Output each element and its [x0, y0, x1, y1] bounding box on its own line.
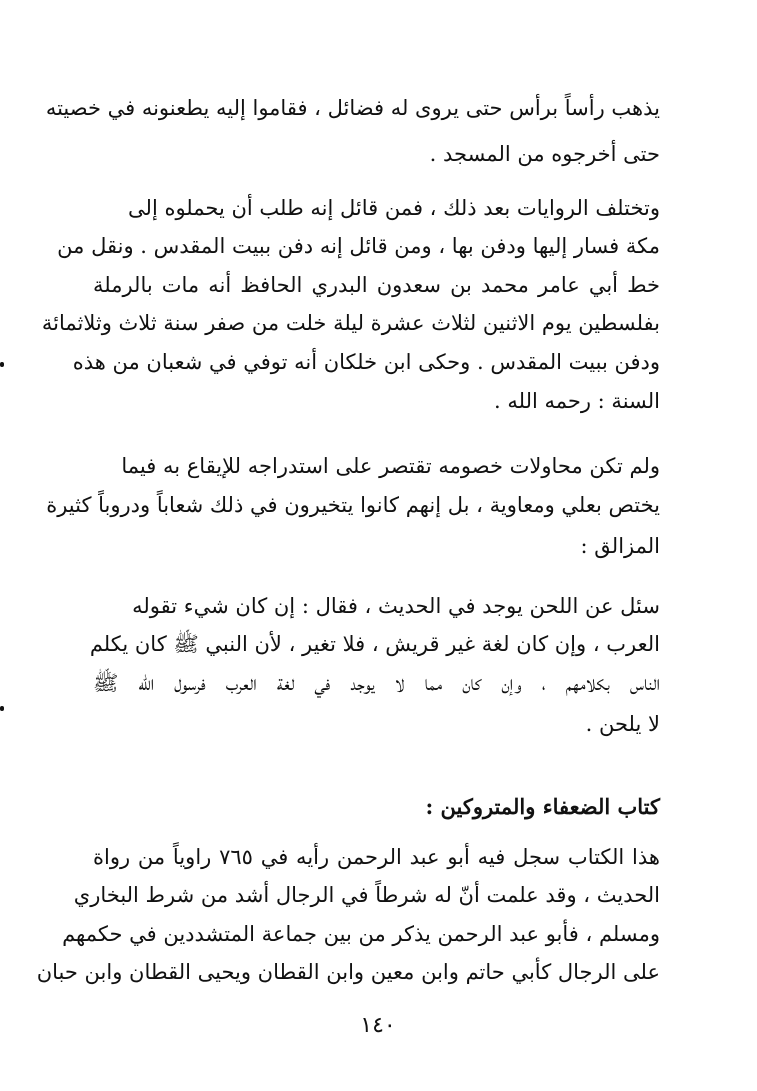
text-line: وتختلف الروايات بعد ذلك ، فمن قائل إنه طلب أن يحملوه إلى: [128, 196, 660, 220]
text-line: ومسلم ، فأبو عبد الرحمن يذكر من بين جماعة المتشددين في حكمهم: [62, 922, 660, 946]
text-line: هذا الكتاب سجل فيه أبو عبد الرحمن رأيه في ٧٦٥ راوياً من رواة: [93, 845, 660, 869]
text-line: يختص بعلي ومعاوية ، بل إنهم كانوا يتخيرون في ذلك شعاباً ودروباً كثيرة: [46, 493, 660, 517]
text-line: يذهب رأساً برأس حتى يروى له فضائل ، فقاموا إليه يطعنونه في خصيته: [45, 96, 660, 120]
text-line: المزالق :: [580, 534, 660, 558]
text-line: السنة : رحمه الله .: [494, 389, 660, 413]
scan-speck: [0, 706, 4, 711]
section-heading: كتاب الضعفاء والمتروكين :: [425, 794, 660, 819]
text-line: بفلسطين يوم الاثنين لثلاث عشرة ليلة خلت من صفر سنة ثلاث وثلاثمائة: [41, 311, 660, 335]
text-line: ودفن ببيت المقدس . وحكى ابن خلكان أنه توفي في شعبان من هذه: [72, 350, 660, 374]
scan-speck: [0, 362, 4, 367]
text-line: حتى أخرجوه من المسجد .: [429, 142, 660, 166]
text-line: خط أبي عامر محمد بن سعدون البدري الحافظ أنه مات بالرملة: [93, 273, 660, 297]
text-line: على الرجال كأبي حاتم وابن معين وابن القطان ويحيى القطان وابن حبان: [36, 960, 660, 984]
text-line: الحديث ، وقد علمت أنّ له شرطاً في الرجال أشد من شرط البخاري: [73, 883, 660, 907]
page-number: ١٤٠: [360, 1013, 396, 1038]
text-line: ولم تكن محاولات خصومه تقتصر على استدراجه للإيقاع به فيما: [121, 454, 660, 478]
text-line: سئل عن اللحن يوجد في الحديث ، فقال : إن كان شيء تقوله: [132, 594, 660, 618]
text-line: الناس بكلامهم ، وإن كان مما لا يوجد في لغة العرب فرسول الله ﷺ: [93, 671, 660, 695]
text-line: مكة فسار إليها ودفن بها ، ومن قائل إنه دفن ببيت المقدس . ونقل من: [57, 234, 660, 258]
text-line: العرب ، وإن كان لغة غير قريش ، فلا تغير ، لأن النبي ﷺ كان يكلم: [89, 632, 660, 656]
text-line: لا يلحن .: [585, 712, 660, 736]
